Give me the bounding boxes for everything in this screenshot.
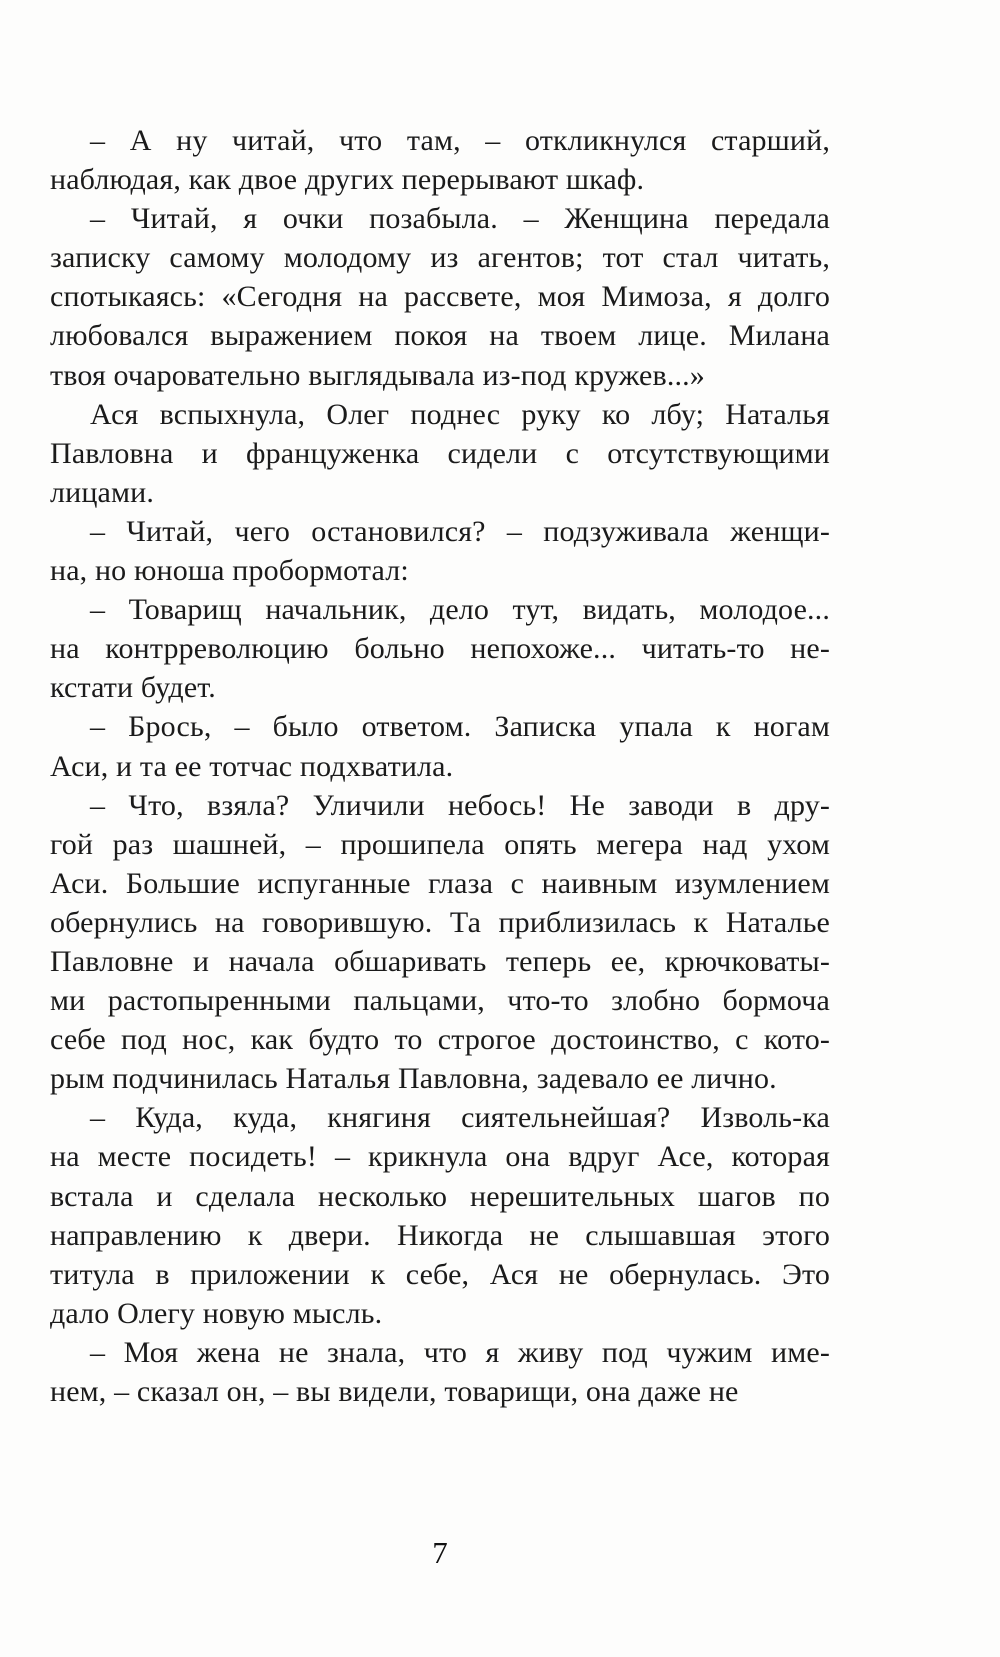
text-line: лицами. — [50, 475, 154, 509]
body-text — [50, 121, 830, 1411]
paragraph — [50, 590, 830, 707]
paragraph — [50, 121, 830, 199]
text-line: встала и сделала несколько нерешительных шагов по — [50, 1179, 830, 1213]
text-line: на, но юноша пробормотал: — [50, 554, 409, 588]
text-line: спотыкаясь: «Сегодня на рассвете, моя Мимоза, я долго — [50, 280, 830, 314]
text-line: – А ну читай, что там, – откликнулся старший, — [90, 124, 830, 157]
text-line: гой раз шашней, – прошипела опять мегера над ухом — [50, 827, 830, 861]
text-line: записку самому молодому из агентов; тот стал читать, — [50, 241, 830, 275]
page-number: 7 — [432, 1535, 448, 1570]
text-line: рым подчинилась Наталья Павловна, задевало ее лично. — [50, 1062, 777, 1096]
text-line: – Моя жена не знала, что я живу под чужим име- — [90, 1335, 830, 1369]
text-line: Аси, и та ее тотчас подхватила. — [50, 749, 454, 783]
paragraph — [50, 707, 830, 785]
paragraph — [50, 512, 830, 590]
text-line: – Куда, куда, княгиня сиятельнейшая? Изволь-ка — [90, 1101, 830, 1135]
text-line: – Читай, я очки позабыла. – Женщина передала — [90, 202, 830, 236]
text-line: кстати будет. — [50, 671, 216, 705]
text-line: Аси. Большие испуганные глаза с наивным изумлением — [50, 866, 830, 900]
text-line: – Товарищ начальник, дело тут, видать, молодое... — [90, 593, 830, 627]
text-line: титула в приложении к себе, Ася не обернулась. Это — [50, 1257, 830, 1291]
text-line: направлению к двери. Никогда не слышавшая этого — [50, 1218, 830, 1252]
text-line: обернулись на говорившую. Та приблизилась к Наталье — [50, 905, 830, 939]
text-line: нем, – сказал он, – вы видели, товарищи, она даже не — [50, 1375, 739, 1408]
paragraph — [50, 1098, 830, 1333]
paragraph — [50, 395, 830, 512]
paragraph — [50, 1333, 830, 1411]
text-line: – Брось, – было ответом. Записка упала к ногам — [90, 710, 830, 744]
text-line: на месте посидеть! – крикнула она вдруг Асе, которая — [50, 1140, 830, 1174]
text-line: твоя очаровательно выглядывала из-под кружев...» — [50, 358, 705, 392]
text-line: дало Олегу новую мысль. — [50, 1296, 383, 1330]
text-line: ми растопыренными пальцами, что-то злобно бормоча — [50, 984, 830, 1018]
text-line: наблюдая, как двое других перерывают шкаф. — [50, 163, 645, 197]
text-line: любовался выражением покоя на твоем лице. Милана — [50, 319, 830, 353]
text-line: – Что, взяла? Уличили небось! Не заводи в дру- — [90, 788, 830, 822]
text-line: на контрреволюцию больно непохоже... читать-то не- — [50, 632, 830, 666]
text-line: Павловна и француженка сидели с отсутствующими — [50, 436, 830, 470]
paragraph — [50, 786, 830, 1099]
text-line: Ася вспыхнула, Олег поднес руку ко лбу; Наталья — [90, 397, 830, 431]
text-line: – Читай, чего остановился? – подзуживала женщи- — [90, 514, 830, 548]
text-line: Павловне и начала обшаривать теперь ее, крючковаты- — [50, 944, 830, 978]
text-line: себе под нос, как будто то строгое достоинство, с кото- — [50, 1023, 830, 1057]
paragraph — [50, 199, 830, 394]
